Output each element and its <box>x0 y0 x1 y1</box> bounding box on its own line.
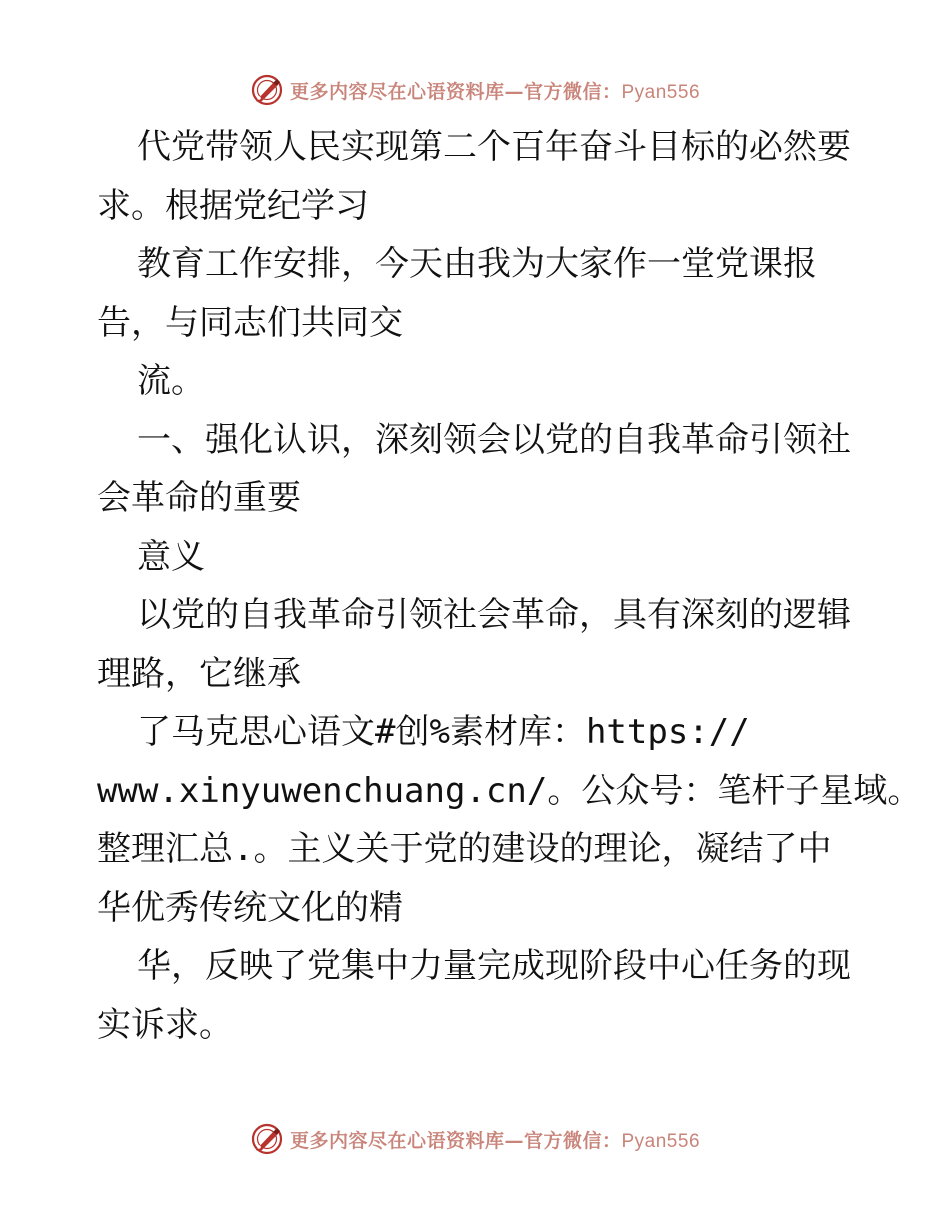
watermark-text: 更多内容尽在心语资料库—官方微信：Pyan556 <box>289 1129 701 1152</box>
text-line: 整理汇总.。主义关于党的建设的理论，凝结了中 <box>97 829 832 869</box>
text-line: 了马克思心语文#创%素材库：https:// <box>137 712 750 752</box>
text-line: 流。 <box>137 361 205 401</box>
article-body <box>97 118 922 1054</box>
text-line: 一、强化认识，深刻领会以党的自我革命引领社 <box>137 419 851 460</box>
pen-logo-icon <box>250 1122 284 1156</box>
watermark-wechat-id: Pyan556 <box>621 81 701 103</box>
watermark-wechat-id: Pyan556 <box>621 1130 701 1152</box>
pen-logo-icon <box>250 73 284 107</box>
footer-watermark <box>0 1122 950 1156</box>
text-line: 理路，它继承 <box>97 653 301 694</box>
text-line: 实诉求。 <box>97 1004 233 1045</box>
text-line: 求。根据党纪学习 <box>97 185 369 226</box>
text-line: 以党的自我革命引领社会革命，具有深刻的逻辑 <box>137 595 851 635</box>
text-line: 代党带领人民实现第二个百年奋斗目标的必然要 <box>137 127 851 167</box>
header-watermark <box>0 73 950 107</box>
text-line: www.xinyuwenchuang.cn/。公众号：笔杆子星域。 <box>97 770 922 811</box>
text-line: 教育工作安排，今天由我为大家作一堂党课报 <box>137 244 817 284</box>
text-line: 告，与同志们共同交 <box>97 302 403 343</box>
text-line: 意义 <box>137 536 205 577</box>
text-line: 华，反映了党集中力量完成现阶段中心任务的现 <box>137 946 851 986</box>
watermark-text: 更多内容尽在心语资料库—官方微信：Pyan556 <box>289 80 701 103</box>
text-line: 华优秀传统文化的精 <box>97 887 403 928</box>
text-line: 会革命的重要 <box>97 478 301 518</box>
